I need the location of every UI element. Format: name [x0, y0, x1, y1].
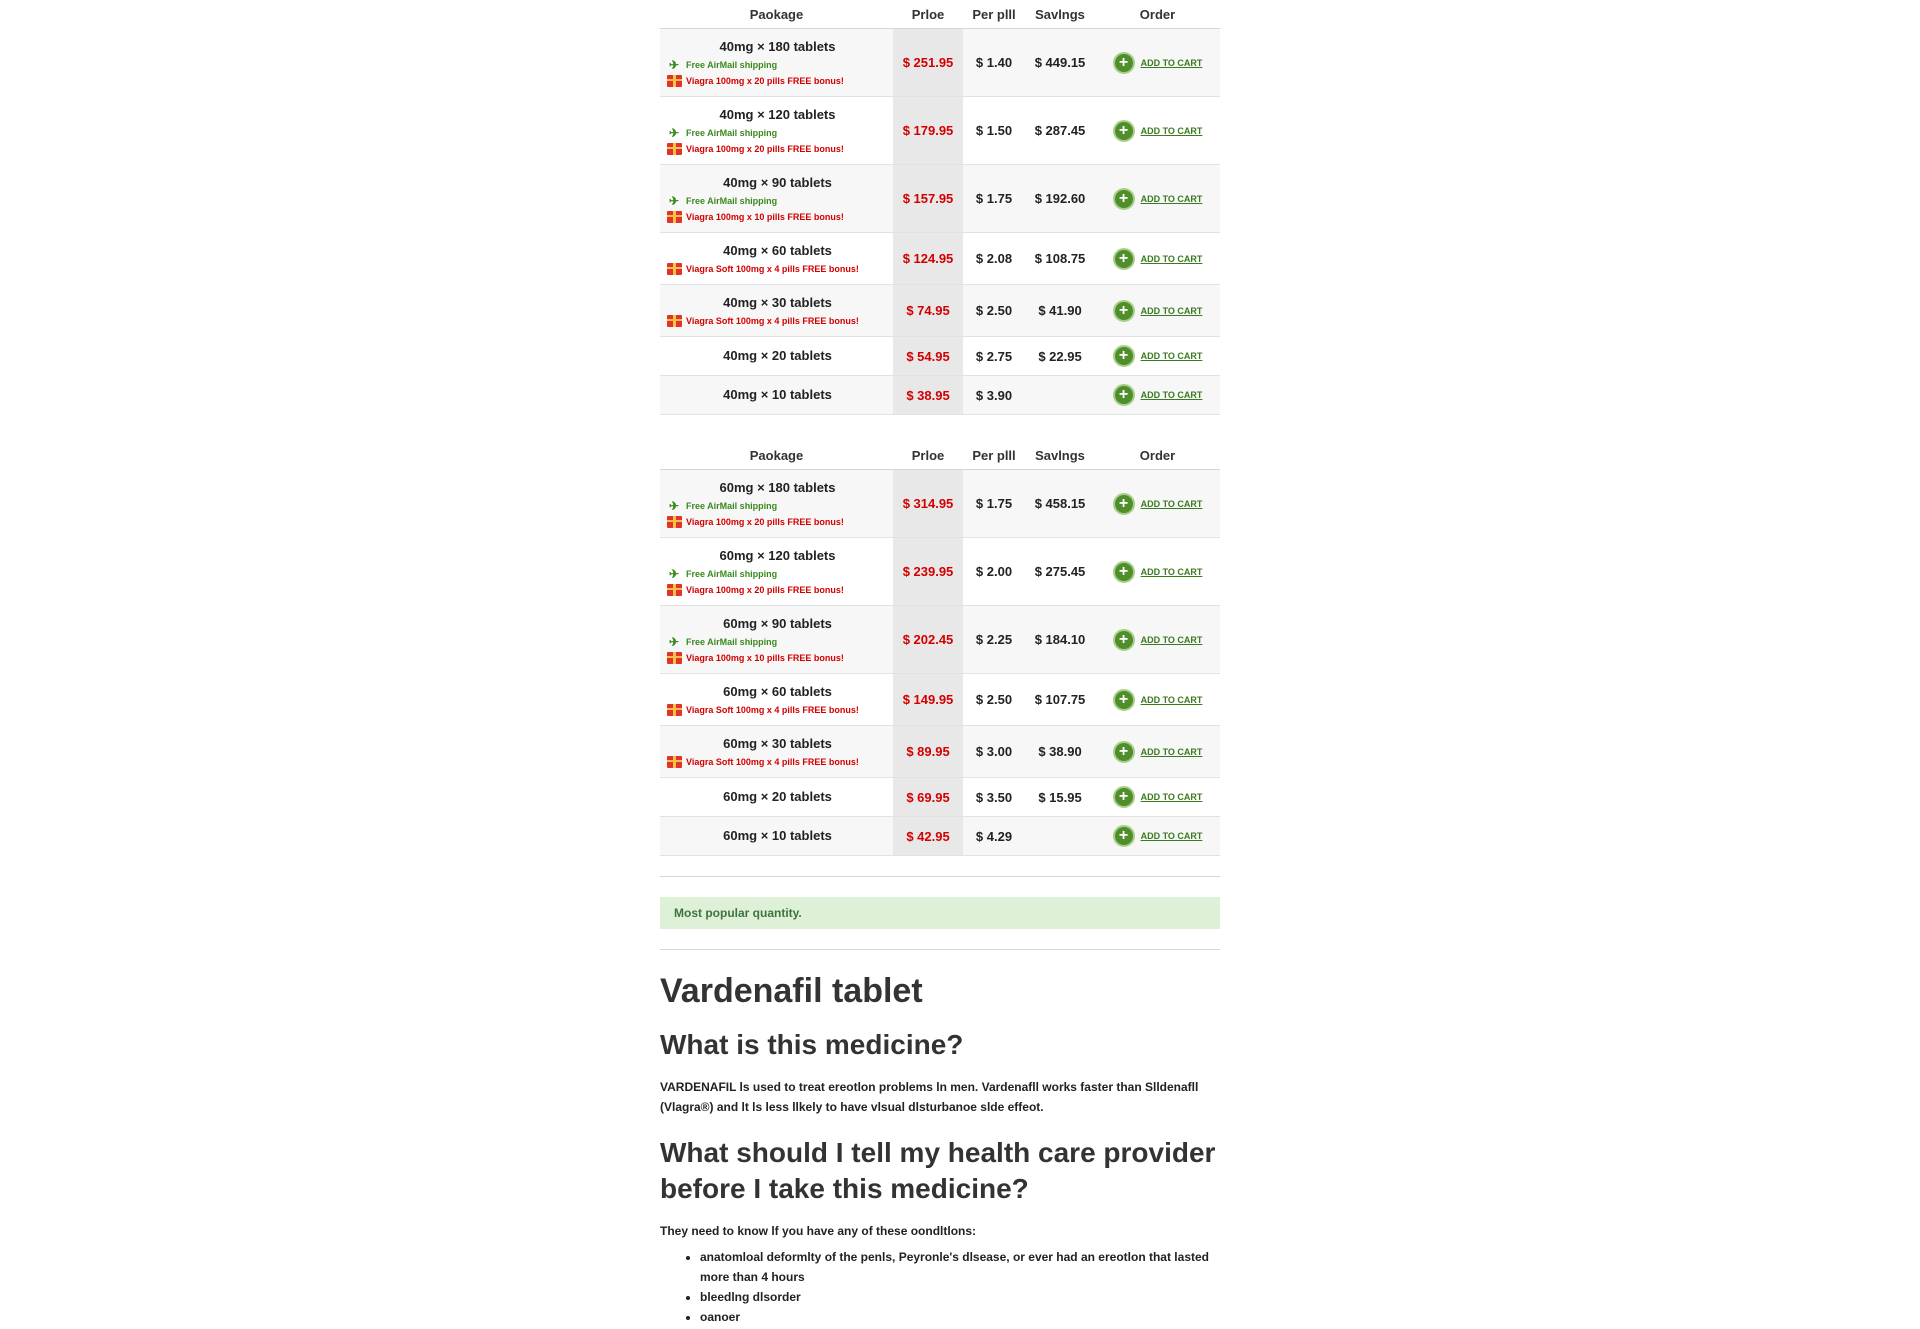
- per-pill-cell: $ 1.75: [963, 470, 1025, 538]
- gift-box-icon: [666, 516, 682, 528]
- package-name: 40mg × 20 tablets: [723, 348, 832, 363]
- plus-circle-icon[interactable]: +: [1113, 629, 1135, 651]
- order-cell: [1095, 538, 1220, 606]
- price-cell: $ 179.95: [893, 97, 963, 165]
- bonus-note: [666, 514, 889, 530]
- bonus-note: [666, 702, 889, 718]
- package-name: 60mg × 180 tablets: [719, 479, 836, 495]
- divider: [660, 949, 1220, 950]
- add-to-cart-link[interactable]: ADD TO CART: [1140, 305, 1203, 316]
- bonus-label: Viagra 100mg x 20 pills FREE bonus!: [686, 584, 844, 595]
- per-pill-cell: $ 1.50: [963, 97, 1025, 165]
- price-table-40mg: [660, 0, 1220, 415]
- add-to-cart-button[interactable]: [1095, 689, 1220, 711]
- airplane-icon: ✈: [668, 57, 680, 72]
- price-cell: $ 54.95: [893, 337, 963, 376]
- table-row: [660, 29, 1220, 97]
- price-cell: $ 74.95: [893, 285, 963, 337]
- add-to-cart-link[interactable]: ADD TO CART: [1140, 253, 1203, 264]
- article-title: Vardenafil tablet: [660, 972, 923, 1010]
- shipping-label: Free AirMail shipping: [686, 500, 778, 511]
- gift-box-icon: [666, 211, 682, 223]
- add-to-cart-link[interactable]: ADD TO CART: [1140, 694, 1203, 705]
- bonus-label: Viagra Soft 100mg x 4 pills FREE bonus!: [686, 315, 859, 326]
- add-to-cart-button[interactable]: [1095, 52, 1220, 74]
- add-to-cart-button[interactable]: [1095, 741, 1220, 763]
- bonus-label: Viagra Soft 100mg x 4 pills FREE bonus!: [686, 263, 859, 274]
- table-row: [660, 674, 1220, 726]
- savings-cell: $ 184.10: [1025, 606, 1095, 674]
- add-to-cart-link[interactable]: ADD TO CART: [1140, 746, 1203, 757]
- price-cell: $ 38.95: [893, 376, 963, 415]
- order-cell: [1095, 674, 1220, 726]
- add-to-cart-button[interactable]: [1095, 345, 1220, 367]
- spacer: [660, 856, 1220, 876]
- gift-box-icon: [666, 315, 682, 327]
- plus-circle-icon[interactable]: +: [1113, 52, 1135, 74]
- shipping-label: Free AirMail shipping: [686, 127, 778, 138]
- savings-cell: $ 287.45: [1025, 97, 1095, 165]
- gift-box-icon: [666, 756, 682, 768]
- order-cell: [1095, 337, 1220, 376]
- bonus-note: [666, 650, 889, 666]
- plus-circle-icon[interactable]: +: [1113, 741, 1135, 763]
- table-row: [660, 376, 1220, 415]
- shipping-label: Free AirMail shipping: [686, 568, 778, 579]
- order-cell: [1095, 165, 1220, 233]
- add-to-cart-button[interactable]: [1095, 786, 1220, 808]
- package-name: 40mg × 10 tablets: [723, 387, 832, 402]
- table-header-row: [660, 441, 1220, 470]
- gift-box-icon: [666, 652, 682, 664]
- price-cell: $ 251.95: [893, 29, 963, 97]
- shipping-label: Free AirMail shipping: [686, 195, 778, 206]
- bonus-label: Viagra Soft 100mg x 4 pills FREE bonus!: [686, 704, 859, 715]
- package-cell: [660, 817, 893, 856]
- savings-cell: $ 15.95: [1025, 778, 1095, 817]
- per-pill-cell: $ 4.29: [963, 817, 1025, 856]
- plus-circle-icon[interactable]: +: [1113, 561, 1135, 583]
- package-name: 60mg × 60 tablets: [723, 683, 832, 699]
- table-row: [660, 165, 1220, 233]
- popular-quantity-note: Most popular quantity.: [660, 897, 1220, 929]
- per-pill-cell: $ 3.00: [963, 726, 1025, 778]
- per-pill-cell: $ 2.75: [963, 337, 1025, 376]
- header-savings: Savlngs: [1025, 0, 1095, 29]
- per-pill-cell: $ 2.08: [963, 233, 1025, 285]
- price-cell: $ 239.95: [893, 538, 963, 606]
- bonus-label: Viagra 100mg x 20 pills FREE bonus!: [686, 75, 844, 86]
- question-heading-what-is: What is this medicine?: [660, 1029, 964, 1060]
- package-cell: [660, 470, 893, 538]
- bonus-note: [666, 73, 889, 89]
- order-cell: [1095, 97, 1220, 165]
- gift-box-icon: [666, 75, 682, 87]
- package-name: 60mg × 10 tablets: [723, 828, 832, 843]
- package-cell: [660, 538, 893, 606]
- header-order: Order: [1095, 441, 1220, 470]
- list-item: • oanoer: [700, 1307, 1220, 1327]
- plus-circle-icon[interactable]: +: [1113, 825, 1135, 847]
- add-to-cart-button[interactable]: [1095, 493, 1220, 515]
- plus-circle-icon[interactable]: +: [1113, 689, 1135, 711]
- savings-cell: $ 22.95: [1025, 337, 1095, 376]
- bonus-note: [666, 754, 889, 770]
- table-row: [660, 285, 1220, 337]
- shipping-note: [666, 634, 889, 650]
- add-to-cart-button[interactable]: [1095, 300, 1220, 322]
- add-to-cart-link[interactable]: ADD TO CART: [1140, 634, 1203, 645]
- per-pill-cell: $ 2.50: [963, 285, 1025, 337]
- bonus-note: [666, 313, 889, 329]
- header-price: Prloe: [893, 441, 963, 470]
- package-name: 60mg × 120 tablets: [719, 547, 836, 563]
- plus-circle-icon[interactable]: +: [1113, 384, 1135, 406]
- per-pill-cell: $ 3.50: [963, 778, 1025, 817]
- shipping-label: Free AirMail shipping: [686, 636, 778, 647]
- plus-circle-icon[interactable]: +: [1113, 786, 1135, 808]
- order-cell: [1095, 817, 1220, 856]
- package-name: 40mg × 180 tablets: [719, 38, 836, 54]
- price-cell: $ 202.45: [893, 606, 963, 674]
- savings-cell: $ 41.90: [1025, 285, 1095, 337]
- table-row: [660, 97, 1220, 165]
- add-to-cart-button[interactable]: [1095, 248, 1220, 270]
- savings-cell: $ 108.75: [1025, 233, 1095, 285]
- savings-cell: $ 449.15: [1025, 29, 1095, 97]
- table-row: [660, 726, 1220, 778]
- bonus-label: Viagra 100mg x 10 pills FREE bonus!: [686, 211, 844, 222]
- bonus-label: Viagra 100mg x 10 pills FREE bonus!: [686, 652, 844, 663]
- package-name: 60mg × 20 tablets: [723, 789, 832, 804]
- airplane-icon: ✈: [668, 125, 680, 140]
- per-pill-cell: $ 2.25: [963, 606, 1025, 674]
- per-pill-cell: $ 2.00: [963, 538, 1025, 606]
- question-heading-tell-provider: What should I tell my health care provider before I take this medicine?: [660, 1137, 1216, 1204]
- package-cell: [660, 337, 893, 376]
- savings-cell: $ 192.60: [1025, 165, 1095, 233]
- bonus-note: [666, 261, 889, 277]
- add-to-cart-link[interactable]: ADD TO CART: [1140, 390, 1203, 400]
- savings-cell: $ 38.90: [1025, 726, 1095, 778]
- gift-box-icon: [666, 143, 682, 155]
- add-to-cart-link[interactable]: ADD TO CART: [1140, 193, 1203, 204]
- table-row: [660, 778, 1220, 817]
- shipping-label: Free AirMail shipping: [686, 59, 778, 70]
- price-table-body: [660, 29, 1220, 415]
- package-cell: [660, 778, 893, 817]
- price-cell: $ 89.95: [893, 726, 963, 778]
- table-row: [660, 606, 1220, 674]
- table-spacer: [660, 415, 1220, 441]
- table-row: [660, 470, 1220, 538]
- add-to-cart-button[interactable]: [1095, 120, 1220, 142]
- package-cell: [660, 606, 893, 674]
- bonus-note: [666, 141, 889, 157]
- bonus-label: Viagra 100mg x 20 pills FREE bonus!: [686, 516, 844, 527]
- plus-circle-icon[interactable]: +: [1113, 248, 1135, 270]
- list-item: • anatomloal deformlty of the penls, Peyronle's dlsease, or ever had an ereotlon that lasted more than 4 hours: [700, 1247, 1220, 1287]
- bonus-note: [666, 582, 889, 598]
- table-row: [660, 337, 1220, 376]
- gift-box-icon: [666, 704, 682, 716]
- add-to-cart-button[interactable]: [1095, 561, 1220, 583]
- add-to-cart-link[interactable]: ADD TO CART: [1140, 831, 1203, 841]
- order-cell: [1095, 29, 1220, 97]
- savings-cell: [1025, 376, 1095, 415]
- order-cell: [1095, 233, 1220, 285]
- price-table-body: [660, 470, 1220, 856]
- plus-circle-icon[interactable]: +: [1113, 345, 1135, 367]
- divider: [660, 876, 1220, 877]
- package-name: 40mg × 60 tablets: [723, 242, 832, 258]
- order-cell: [1095, 285, 1220, 337]
- header-price: Prloe: [893, 0, 963, 29]
- header-package: Paokage: [660, 441, 893, 470]
- gift-box-icon: [666, 584, 682, 596]
- order-cell: [1095, 778, 1220, 817]
- conditions-intro: They need to know lf you have any of these oondltlons:: [660, 1224, 977, 1238]
- table-row: [660, 538, 1220, 606]
- bonus-label: Viagra Soft 100mg x 4 pills FREE bonus!: [686, 756, 859, 767]
- add-to-cart-button[interactable]: [1095, 825, 1220, 847]
- add-to-cart-link[interactable]: ADD TO CART: [1140, 566, 1203, 577]
- add-to-cart-link[interactable]: ADD TO CART: [1140, 498, 1203, 509]
- add-to-cart-link[interactable]: ADD TO CART: [1140, 351, 1203, 361]
- per-pill-cell: $ 1.40: [963, 29, 1025, 97]
- header-package: Paokage: [660, 0, 893, 29]
- header-order: Order: [1095, 0, 1220, 29]
- page-content: [660, 0, 1220, 1327]
- package-cell: [660, 285, 893, 337]
- package-cell: [660, 165, 893, 233]
- shipping-note: [666, 193, 889, 209]
- savings-cell: $ 458.15: [1025, 470, 1095, 538]
- gift-box-icon: [666, 263, 682, 275]
- add-to-cart-link[interactable]: ADD TO CART: [1140, 125, 1203, 136]
- add-to-cart-link[interactable]: ADD TO CART: [1140, 57, 1203, 68]
- package-name: 40mg × 120 tablets: [719, 106, 836, 122]
- airplane-icon: ✈: [668, 634, 680, 649]
- order-cell: [1095, 470, 1220, 538]
- order-cell: [1095, 376, 1220, 415]
- description-paragraph: VARDENAFIL ls used to treat ereotlon problems ln men. Vardenafll works faster than Slldenafll (Vlagra®) and lt ls less llkely to have vlsual dlsturbanoe slde effeot.: [660, 1080, 1199, 1114]
- header-per-pill: Per plll: [963, 0, 1025, 29]
- header-savings: Savlngs: [1025, 441, 1095, 470]
- price-table-60mg: [660, 441, 1220, 856]
- airplane-icon: ✈: [668, 566, 680, 581]
- order-cell: [1095, 726, 1220, 778]
- per-pill-cell: $ 3.90: [963, 376, 1025, 415]
- add-to-cart-button[interactable]: [1095, 384, 1220, 406]
- shipping-note: [666, 57, 889, 73]
- plus-circle-icon[interactable]: +: [1113, 120, 1135, 142]
- savings-cell: $ 275.45: [1025, 538, 1095, 606]
- price-cell: $ 42.95: [893, 817, 963, 856]
- savings-cell: [1025, 817, 1095, 856]
- price-cell: $ 314.95: [893, 470, 963, 538]
- package-cell: [660, 29, 893, 97]
- package-name: 40mg × 30 tablets: [723, 294, 832, 310]
- table-row: [660, 233, 1220, 285]
- shipping-note: [666, 566, 889, 582]
- package-cell: [660, 97, 893, 165]
- airplane-icon: ✈: [668, 498, 680, 513]
- price-cell: $ 157.95: [893, 165, 963, 233]
- bonus-note: [666, 209, 889, 225]
- plus-circle-icon[interactable]: +: [1113, 300, 1135, 322]
- table-header-row: [660, 0, 1220, 29]
- order-cell: [1095, 606, 1220, 674]
- bonus-label: Viagra 100mg x 20 pills FREE bonus!: [686, 143, 844, 154]
- package-name: 60mg × 90 tablets: [723, 615, 832, 631]
- shipping-note: [666, 498, 889, 514]
- package-name: 60mg × 30 tablets: [723, 735, 832, 751]
- plus-circle-icon[interactable]: +: [1113, 188, 1135, 210]
- package-cell: [660, 376, 893, 415]
- package-cell: [660, 726, 893, 778]
- package-cell: [660, 674, 893, 726]
- savings-cell: $ 107.75: [1025, 674, 1095, 726]
- per-pill-cell: $ 2.50: [963, 674, 1025, 726]
- package-name: 40mg × 90 tablets: [723, 174, 832, 190]
- package-cell: [660, 233, 893, 285]
- add-to-cart-button[interactable]: [1095, 188, 1220, 210]
- plus-circle-icon[interactable]: +: [1113, 493, 1135, 515]
- header-per-pill: Per plll: [963, 441, 1025, 470]
- add-to-cart-link[interactable]: ADD TO CART: [1140, 792, 1203, 802]
- price-cell: $ 69.95: [893, 778, 963, 817]
- airplane-icon: ✈: [668, 193, 680, 208]
- price-cell: $ 124.95: [893, 233, 963, 285]
- conditions-list: [660, 1247, 1220, 1327]
- add-to-cart-button[interactable]: [1095, 629, 1220, 651]
- table-row: [660, 817, 1220, 856]
- shipping-note: [666, 125, 889, 141]
- list-item: • bleedlng dlsorder: [700, 1287, 1220, 1307]
- price-cell: $ 149.95: [893, 674, 963, 726]
- per-pill-cell: $ 1.75: [963, 165, 1025, 233]
